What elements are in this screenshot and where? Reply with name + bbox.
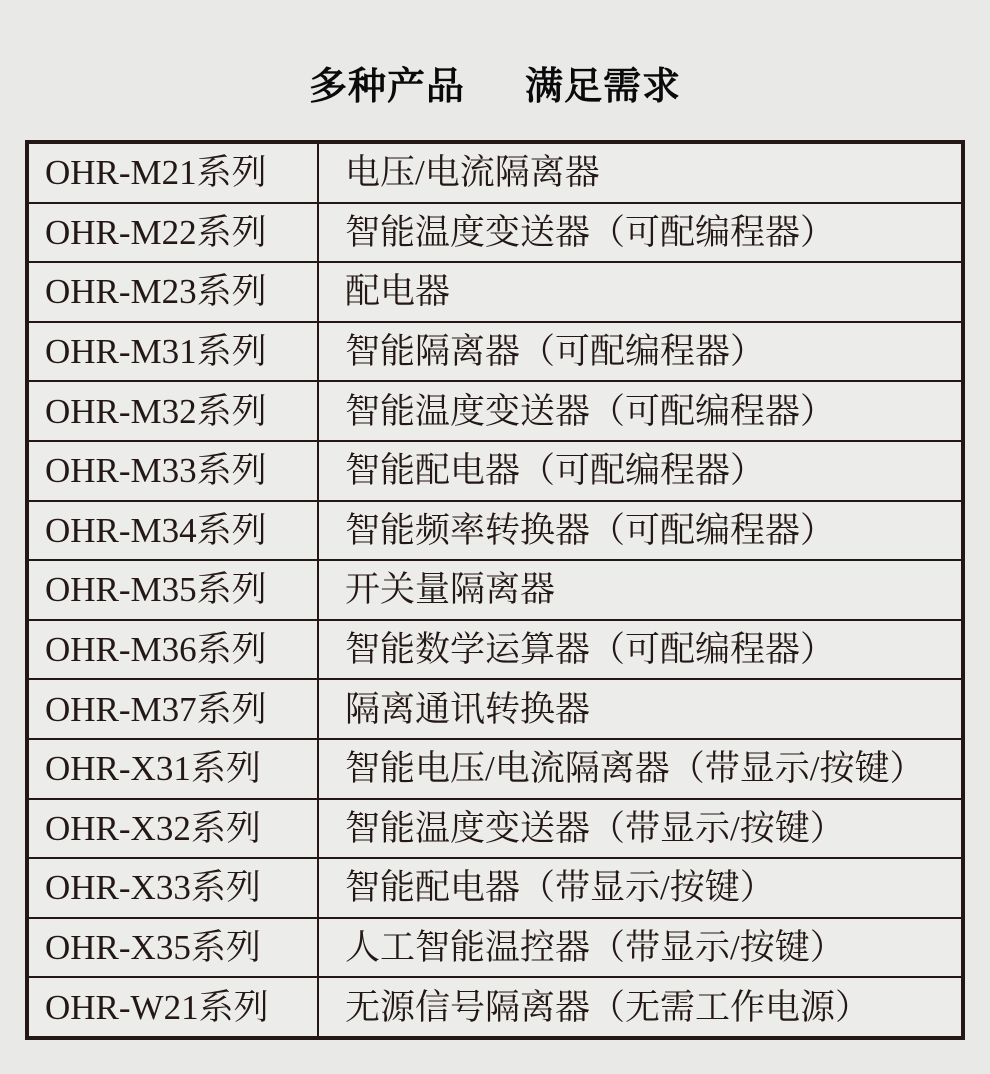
series-cell: OHR-W21系列 [45, 987, 269, 1027]
page-title [0, 68, 990, 106]
table-row [29, 500, 961, 560]
product-table [25, 140, 965, 1040]
description-cell: 智能频率转换器（可配编程器） [317, 502, 961, 560]
description-cell: 智能温度变送器（可配编程器） [317, 204, 961, 262]
table-row [29, 440, 961, 500]
series-cell: OHR-M23系列 [45, 272, 267, 312]
table-row [29, 678, 961, 738]
series-cell: OHR-X31系列 [45, 749, 261, 789]
description-cell: 智能温度变送器（带显示/按键） [317, 800, 961, 858]
page-title-part1: 多种产品 [308, 66, 465, 108]
description-cell: 电压/电流隔离器 [317, 144, 961, 202]
description-cell: 无源信号隔离器（无需工作电源） [317, 978, 961, 1036]
series-cell: OHR-M31系列 [45, 332, 267, 372]
table-row [29, 976, 961, 1036]
description-cell: 智能配电器（带显示/按键） [317, 859, 961, 917]
series-cell: OHR-X32系列 [45, 808, 261, 848]
description-cell: 智能电压/电流隔离器（带显示/按键） [317, 740, 961, 798]
table-row [29, 559, 961, 619]
series-cell: OHR-X35系列 [45, 928, 261, 968]
series-cell: OHR-M37系列 [45, 689, 267, 729]
series-cell: OHR-X33系列 [45, 868, 261, 908]
table-row [29, 202, 961, 262]
table-row [29, 619, 961, 679]
page-title-part2: 满足需求 [525, 66, 682, 108]
series-cell: OHR-M22系列 [45, 212, 267, 252]
description-cell: 开关量隔离器 [317, 561, 961, 619]
table-row [29, 738, 961, 798]
description-cell: 隔离通讯转换器 [317, 680, 961, 738]
description-cell: 智能温度变送器（可配编程器） [317, 382, 961, 440]
series-cell: OHR-M32系列 [45, 391, 267, 431]
series-cell: OHR-M21系列 [45, 153, 267, 193]
description-cell: 人工智能温控器（带显示/按键） [317, 919, 961, 977]
table-row [29, 917, 961, 977]
table-row [29, 321, 961, 381]
table-row [29, 261, 961, 321]
series-cell: OHR-M34系列 [45, 510, 267, 550]
table-row [29, 144, 961, 202]
table-row [29, 380, 961, 440]
series-cell: OHR-M36系列 [45, 630, 267, 670]
description-cell: 配电器 [317, 263, 961, 321]
series-cell: OHR-M33系列 [45, 451, 267, 491]
description-cell: 智能数学运算器（可配编程器） [317, 621, 961, 679]
description-cell: 智能配电器（可配编程器） [317, 442, 961, 500]
description-cell: 智能隔离器（可配编程器） [317, 323, 961, 381]
series-cell: OHR-M35系列 [45, 570, 267, 610]
table-row [29, 798, 961, 858]
table-row [29, 857, 961, 917]
